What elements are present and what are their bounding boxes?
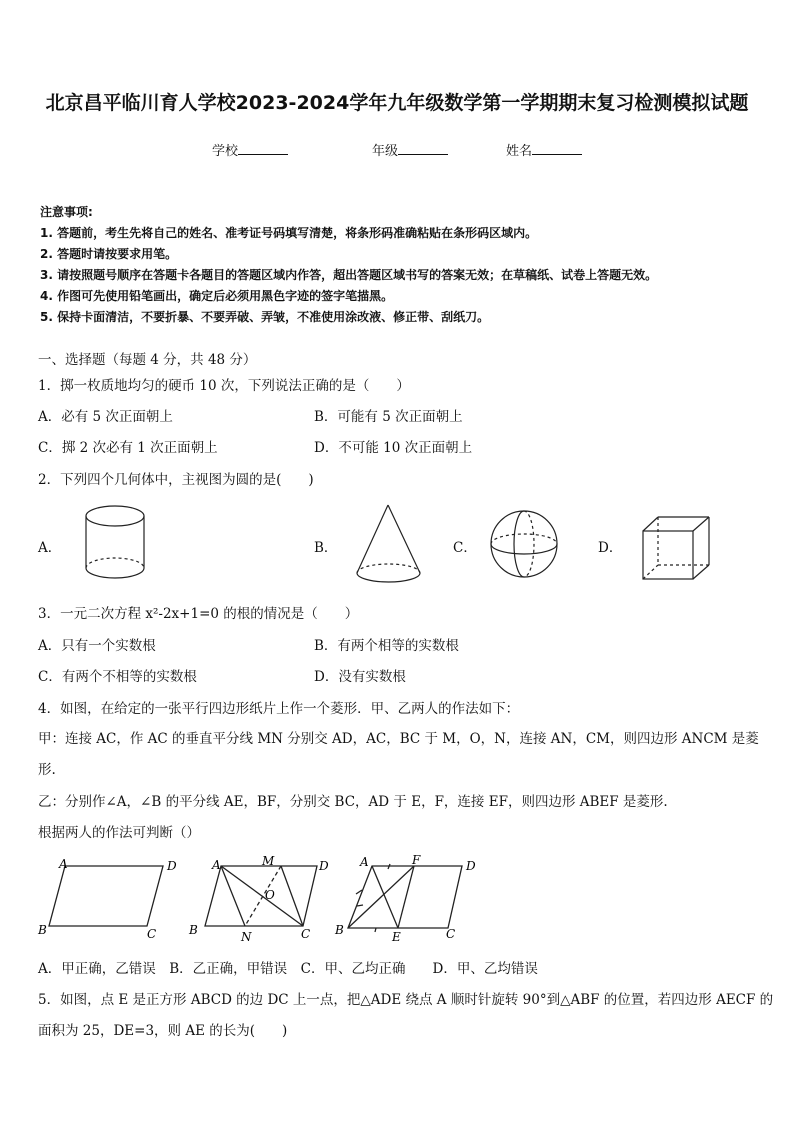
- label-c: C: [301, 927, 311, 941]
- label-o: O: [265, 888, 275, 902]
- q2-option-d[interactable]: D．: [598, 540, 623, 556]
- parallelogram-figure-yi: [332, 850, 492, 945]
- sphere-figure: [488, 508, 568, 588]
- grade-blank[interactable]: [398, 142, 448, 155]
- label-b: B: [335, 923, 344, 937]
- q4-ask: 根据两人的作法可判断（）: [38, 825, 200, 841]
- q2-option-a[interactable]: A．: [38, 540, 62, 556]
- label-b: B: [189, 923, 198, 937]
- question-1-stem: 1．掷一枚质地均匀的硬币 10 次，下列说法正确的是（ ）: [38, 378, 410, 394]
- school-field[interactable]: [212, 140, 288, 159]
- cube-figure: [638, 513, 718, 585]
- school-label: 学校: [212, 144, 239, 159]
- grade-label: 年级: [372, 144, 399, 159]
- label-m: M: [262, 854, 275, 868]
- q1-option-d[interactable]: D．不可能 10 次正面朝上: [314, 440, 473, 456]
- section-heading: 一、选择题（每题 4 分，共 48 分）: [38, 352, 257, 368]
- q1-option-c[interactable]: C．掷 2 次必有 1 次正面朝上: [38, 440, 218, 456]
- name-blank[interactable]: [532, 142, 582, 155]
- cylinder-figure: [80, 500, 150, 585]
- q1-option-a[interactable]: A．必有 5 次正面朝上: [38, 409, 173, 425]
- question-2-stem: 2．下列四个几何体中，主视图为圆的是( ): [38, 472, 314, 488]
- label-a: A: [360, 855, 369, 869]
- q4-method-jia-cont: 形.: [38, 762, 56, 778]
- q2-option-b[interactable]: B．: [314, 540, 338, 556]
- name-field[interactable]: [506, 140, 582, 159]
- notice-item: 5. 保持卡面清洁，不要折暴、不要弄破、弄皱，不准使用涂改液、修正带、刮纸刀。: [40, 310, 490, 324]
- grade-field[interactable]: [372, 140, 448, 159]
- question-3-stem: 3．一元二次方程 x²-2x+1=0 的根的情况是（ ）: [38, 606, 359, 622]
- question-5-stem: 5．如图，点 E 是正方形 ABCD 的边 DC 上一点，把△ADE 绕点 A 顺时针旋转 90°到△ABF 的位置，若四边形 AECF 的: [38, 992, 774, 1008]
- q4-options[interactable]: A．甲正确，乙错误 B．乙正确，甲错误 C．甲、乙均正确 D．甲、乙均错误: [38, 961, 538, 977]
- name-label: 姓名: [506, 144, 533, 159]
- notice-item: 1. 答题前，考生先将自己的姓名、准考证号码填写清楚，将条形码准确粘贴在条形码区域内。: [40, 226, 538, 240]
- label-d: D: [319, 859, 329, 873]
- q3-option-c[interactable]: C．有两个不相等的实数根: [38, 669, 197, 685]
- question-5-stem-cont: 面积为 25，DE=3，则 AE 的长为( ): [38, 1023, 288, 1039]
- q4-method-jia: 甲：连接 AC，作 AC 的垂直平分线 MN 分别交 AD，AC，BC 于 M，O，N，连接 AN，CM，则四边形 ANCM 是菱: [38, 731, 759, 747]
- parallelogram-figure-jia: [185, 852, 335, 944]
- label-c: C: [147, 927, 157, 941]
- label-a: A: [212, 858, 221, 872]
- page-title: 北京昌平临川育人学校2023-2024学年九年级数学第一学期期末复习检测模拟试题: [45, 92, 749, 114]
- label-c: C: [446, 927, 456, 941]
- parallelogram-figure-1: [35, 852, 185, 944]
- q4-method-yi: 乙：分别作∠A，∠B 的平分线 AE，BF，分别交 BC，AD 于 E，F，连接 EF，则四边形 ABEF 是菱形.: [38, 794, 668, 810]
- school-blank[interactable]: [238, 142, 288, 155]
- label-d: D: [466, 859, 476, 873]
- notice-item: 3. 请按照题号顺序在答题卡各题目的答题区域内作答，超出答题区域书写的答案无效；在草稿纸、试卷上答题无效。: [40, 268, 658, 282]
- question-4-stem: 4．如图，在给定的一张平行四边形纸片上作一个菱形．甲、乙两人的作法如下：: [38, 701, 520, 717]
- notice-item: 4. 作图可先使用铅笔画出，确定后必须用黑色字迹的签字笔描黑。: [40, 289, 394, 303]
- notice-heading: 注意事项:: [40, 205, 93, 219]
- label-e: E: [392, 930, 401, 944]
- q1-option-b[interactable]: B．可能有 5 次正面朝上: [314, 409, 463, 425]
- q2-option-c[interactable]: C．: [453, 540, 477, 556]
- q3-option-a[interactable]: A．只有一个实数根: [38, 638, 156, 654]
- label-n: N: [241, 930, 252, 944]
- cone-figure: [350, 503, 430, 588]
- label-a: A: [59, 857, 68, 871]
- q3-option-d[interactable]: D．没有实数根: [314, 669, 406, 685]
- notice-item: 2. 答题时请按要求用笔。: [40, 247, 178, 261]
- q3-option-b[interactable]: B．有两个相等的实数根: [314, 638, 459, 654]
- label-b: B: [38, 923, 47, 937]
- label-d: D: [167, 859, 177, 873]
- label-f: F: [412, 853, 421, 867]
